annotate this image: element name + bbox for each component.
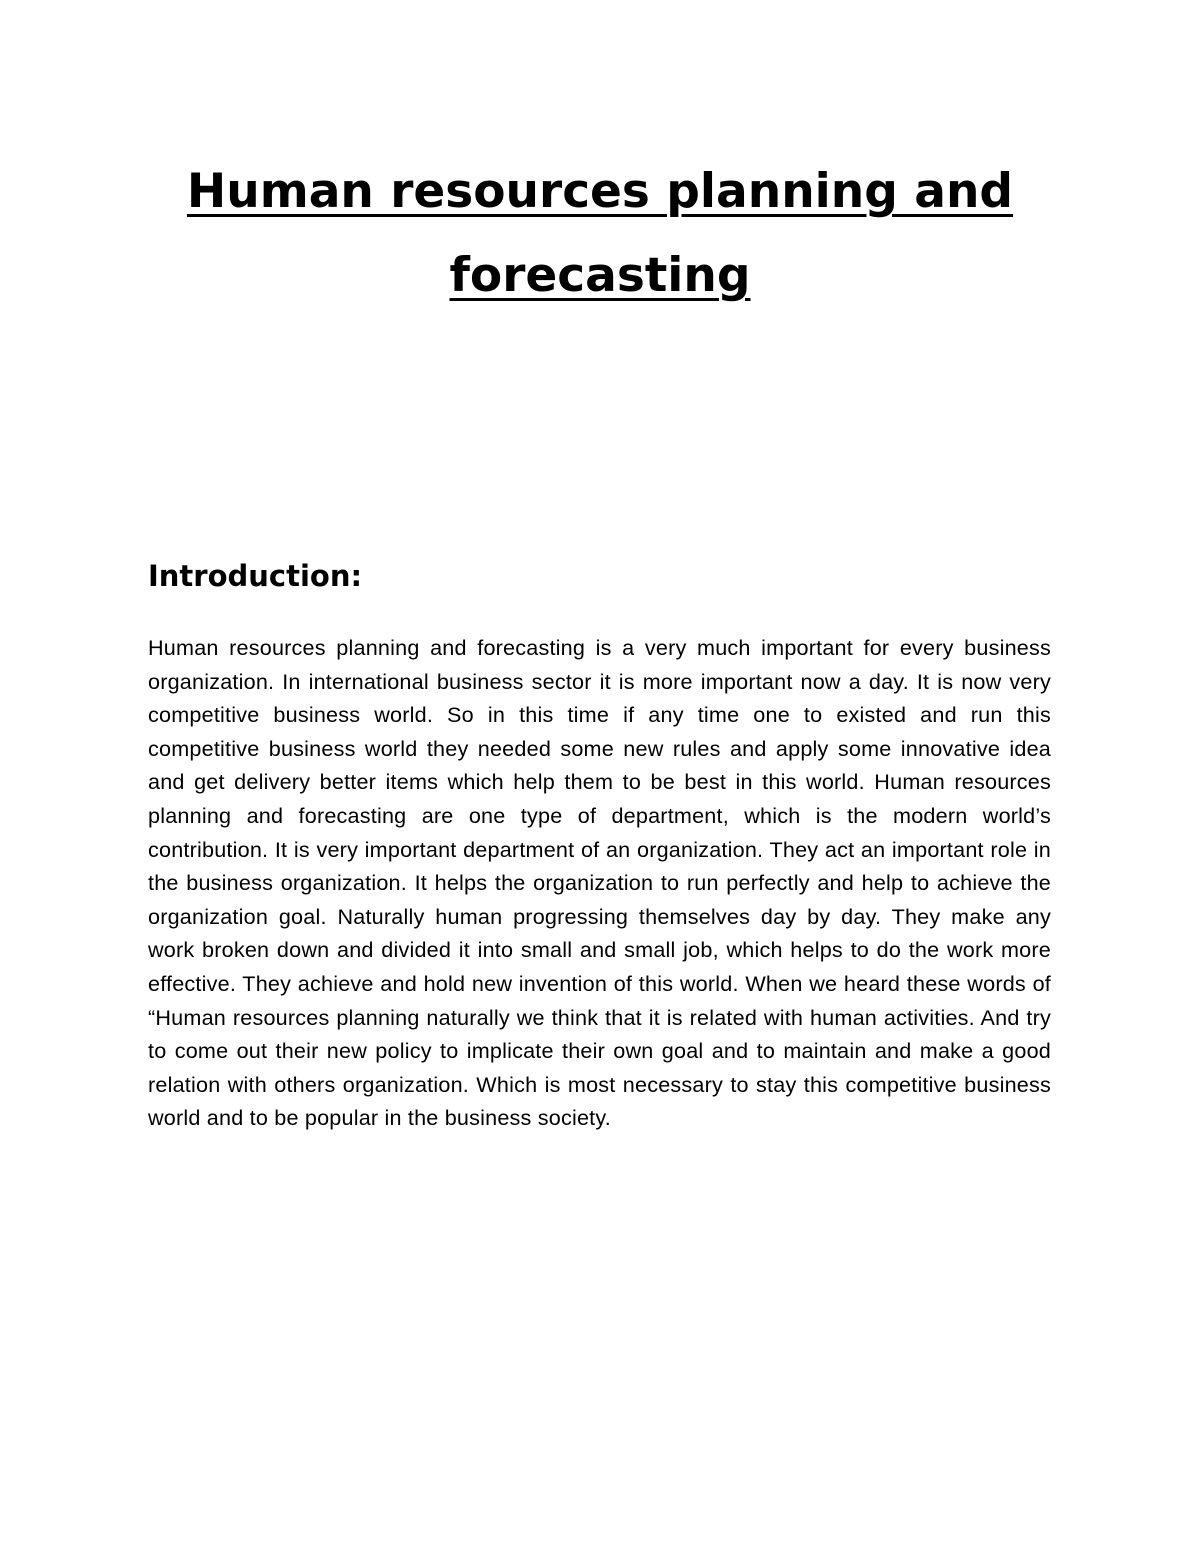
introduction-paragraph: Human resources planning and forecasting is a very much important for every business organization. In international business sector it is more important now a day. It is now very competitive business world. So in this time if any time one to existed and run this competitive business world they needed some new rules and apply some innovative idea and get delivery better items which help them to be best in this world. Human resources planning and forecasting are one type of department, which is the modern world’s contribution. It is very important department of an organization. They act an important role in the business organization. It helps the organization to run perfectly and help to achieve the organization goal. Naturally human progressing themselves day by day. They make any work broken down and divided it into small and small job, which helps to do the work more effective. They achieve and hold new invention of this world. When we heard these words of “Human resources planning naturally we think that it is related with human activities. And try to come out their new policy to implicate their own goal and to maintain and make a good relation with others organization. Which is most necessary to stay this competitive business world and to be popular in the business society. [148, 635, 1051, 1131]
document-title: Human resources planning and forecasting [186, 164, 1014, 303]
section-heading-introduction: Introduction: [148, 559, 363, 593]
